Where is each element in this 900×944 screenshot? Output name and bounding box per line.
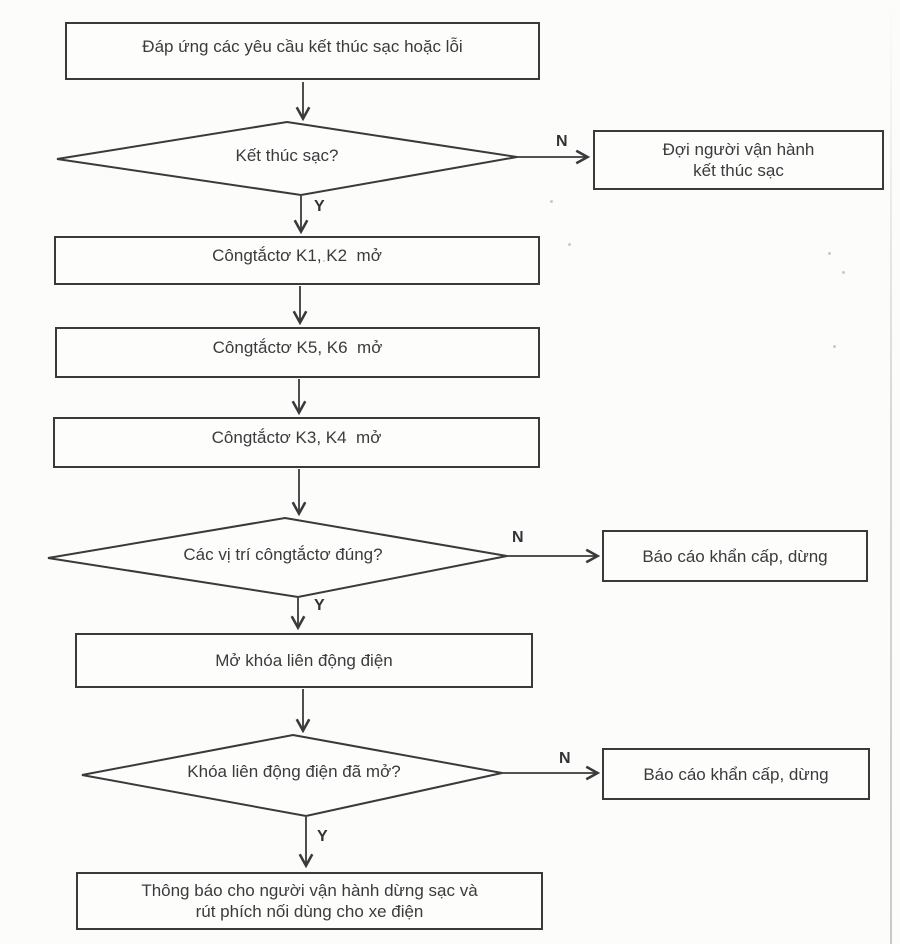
scan-speck (842, 271, 845, 274)
branch-no-label-d3: N (559, 750, 571, 767)
node-start (65, 22, 540, 80)
node-open-interlock (75, 633, 533, 688)
node-open-interlock-label: Mở khóa liên động điện (215, 651, 393, 670)
node-contactor-k5-k6-label: Côngtắctơ K5, K6 mở (212, 338, 383, 357)
node-wait-line2: kết thúc sạc (693, 161, 784, 180)
node-wait-line1: Đợi người vận hành (662, 140, 815, 159)
node-emergency-report-2 (602, 748, 870, 800)
node-contactor-k3-k4 (53, 417, 540, 468)
node-emergency-report-2-label: Báo cáo khẩn cấp, dừng (643, 764, 829, 784)
node-contactor-k1-k2-label: Côngtắctơ K1, K2 mở (212, 246, 382, 265)
node-contactor-k3-k4-label: Côngtắctơ K3, K4 mở (211, 428, 382, 447)
scan-speck (568, 243, 571, 246)
node-end-notify-line1: Thông báo cho người vận hành dừng sạc và (141, 881, 478, 900)
scan-speck (828, 252, 831, 255)
node-end-notify (76, 872, 543, 930)
scan-speck (550, 200, 553, 203)
node-contactor-k1-k2 (54, 236, 540, 285)
node-wait-operator (593, 130, 884, 190)
decision-vi-tri-congtacto-label: Các vị trí côngtắctơ đúng? (183, 545, 383, 564)
node-contactor-k5-k6 (55, 327, 540, 378)
branch-yes-label-d2: Y (314, 597, 325, 614)
scan-speck (833, 345, 836, 348)
decision-ket-thuc-sac-label: Kết thúc sạc? (235, 146, 339, 165)
node-emergency-report-1 (602, 530, 868, 582)
node-emergency-report-1-label: Báo cáo khẩn cấp, dừng (642, 546, 828, 566)
decision-khoa-lien-dong-label: Khóa liên động điện đã mở? (187, 762, 401, 781)
branch-yes-label-d3: Y (317, 828, 328, 845)
scan-edge-shadow (890, 0, 892, 944)
node-end-notify-line2: rút phích nối dùng cho xe điện (195, 902, 424, 921)
branch-no-label-d2: N (512, 529, 524, 546)
node-start-label: Đáp ứng các yêu cầu kết thúc sạc hoặc lỗi (142, 37, 463, 56)
branch-yes-label-d1: Y (314, 198, 325, 215)
scan-speck (323, 260, 325, 262)
branch-no-label-d1: N (556, 133, 568, 150)
